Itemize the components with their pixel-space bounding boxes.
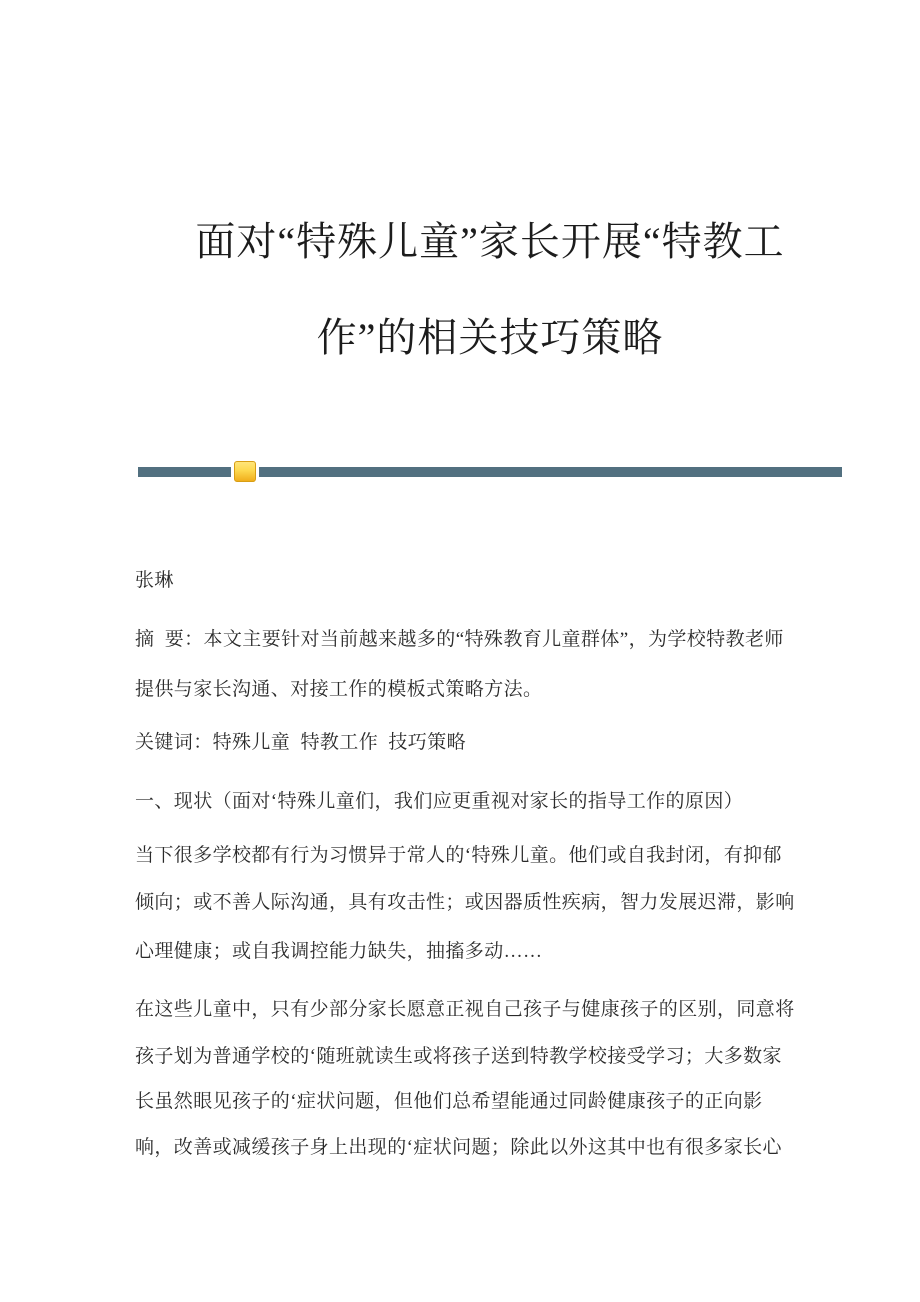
abstract-line-2: 提供与家长沟通、对接工作的模板式策略方法。 — [135, 679, 543, 700]
gold-marker-icon — [234, 461, 256, 482]
document-title-line-1: 面对“特殊儿童”家长开展“特教工 — [195, 219, 785, 264]
paragraph-2-line-1: 在这些儿童中，只有少部分家长愿意正视自己孩子与健康孩子的区别，同意将 — [135, 999, 795, 1020]
paragraph-1-line-3: 心理健康；或自我调控能力缺失，抽搐多动…… — [135, 941, 543, 962]
paragraph-1-line-1: 当下很多学校都有行为习惯异于常人的‘特殊儿童。他们或自我封闭，有抑郁 — [135, 845, 782, 866]
keywords-line: 关键词：特殊儿童 特教工作 技巧策略 — [135, 732, 467, 753]
author-name: 张琳 — [135, 570, 174, 591]
paragraph-2-line-3: 长虽然眼见孩子的‘症状问题，但他们总希望能通过同龄健康孩子的正向影 — [135, 1091, 763, 1112]
paragraph-1-line-2: 倾向；或不善人际沟通，具有攻击性；或因器质性疾病，智力发展迟滞，影响 — [135, 892, 795, 913]
abstract-line-1: 摘 要：本文主要针对当前越来越多的“特殊教育儿童群体”，为学校特教老师 — [135, 629, 784, 650]
document-title-line-2: 作”的相关技巧策略 — [316, 315, 664, 360]
paragraph-2-line-2: 孩子划为普通学校的‘随班就读生或将孩子送到特教学校接受学习；大多数家 — [135, 1046, 782, 1067]
section-1-heading: 一、现状（面对‘特殊儿童们，我们应更重视对家长的指导工作的原因） — [135, 791, 744, 812]
paragraph-2-line-4: 响，改善或减缓孩子身上出现的‘症状问题；除此以外这其中也有很多家长心 — [135, 1137, 782, 1158]
